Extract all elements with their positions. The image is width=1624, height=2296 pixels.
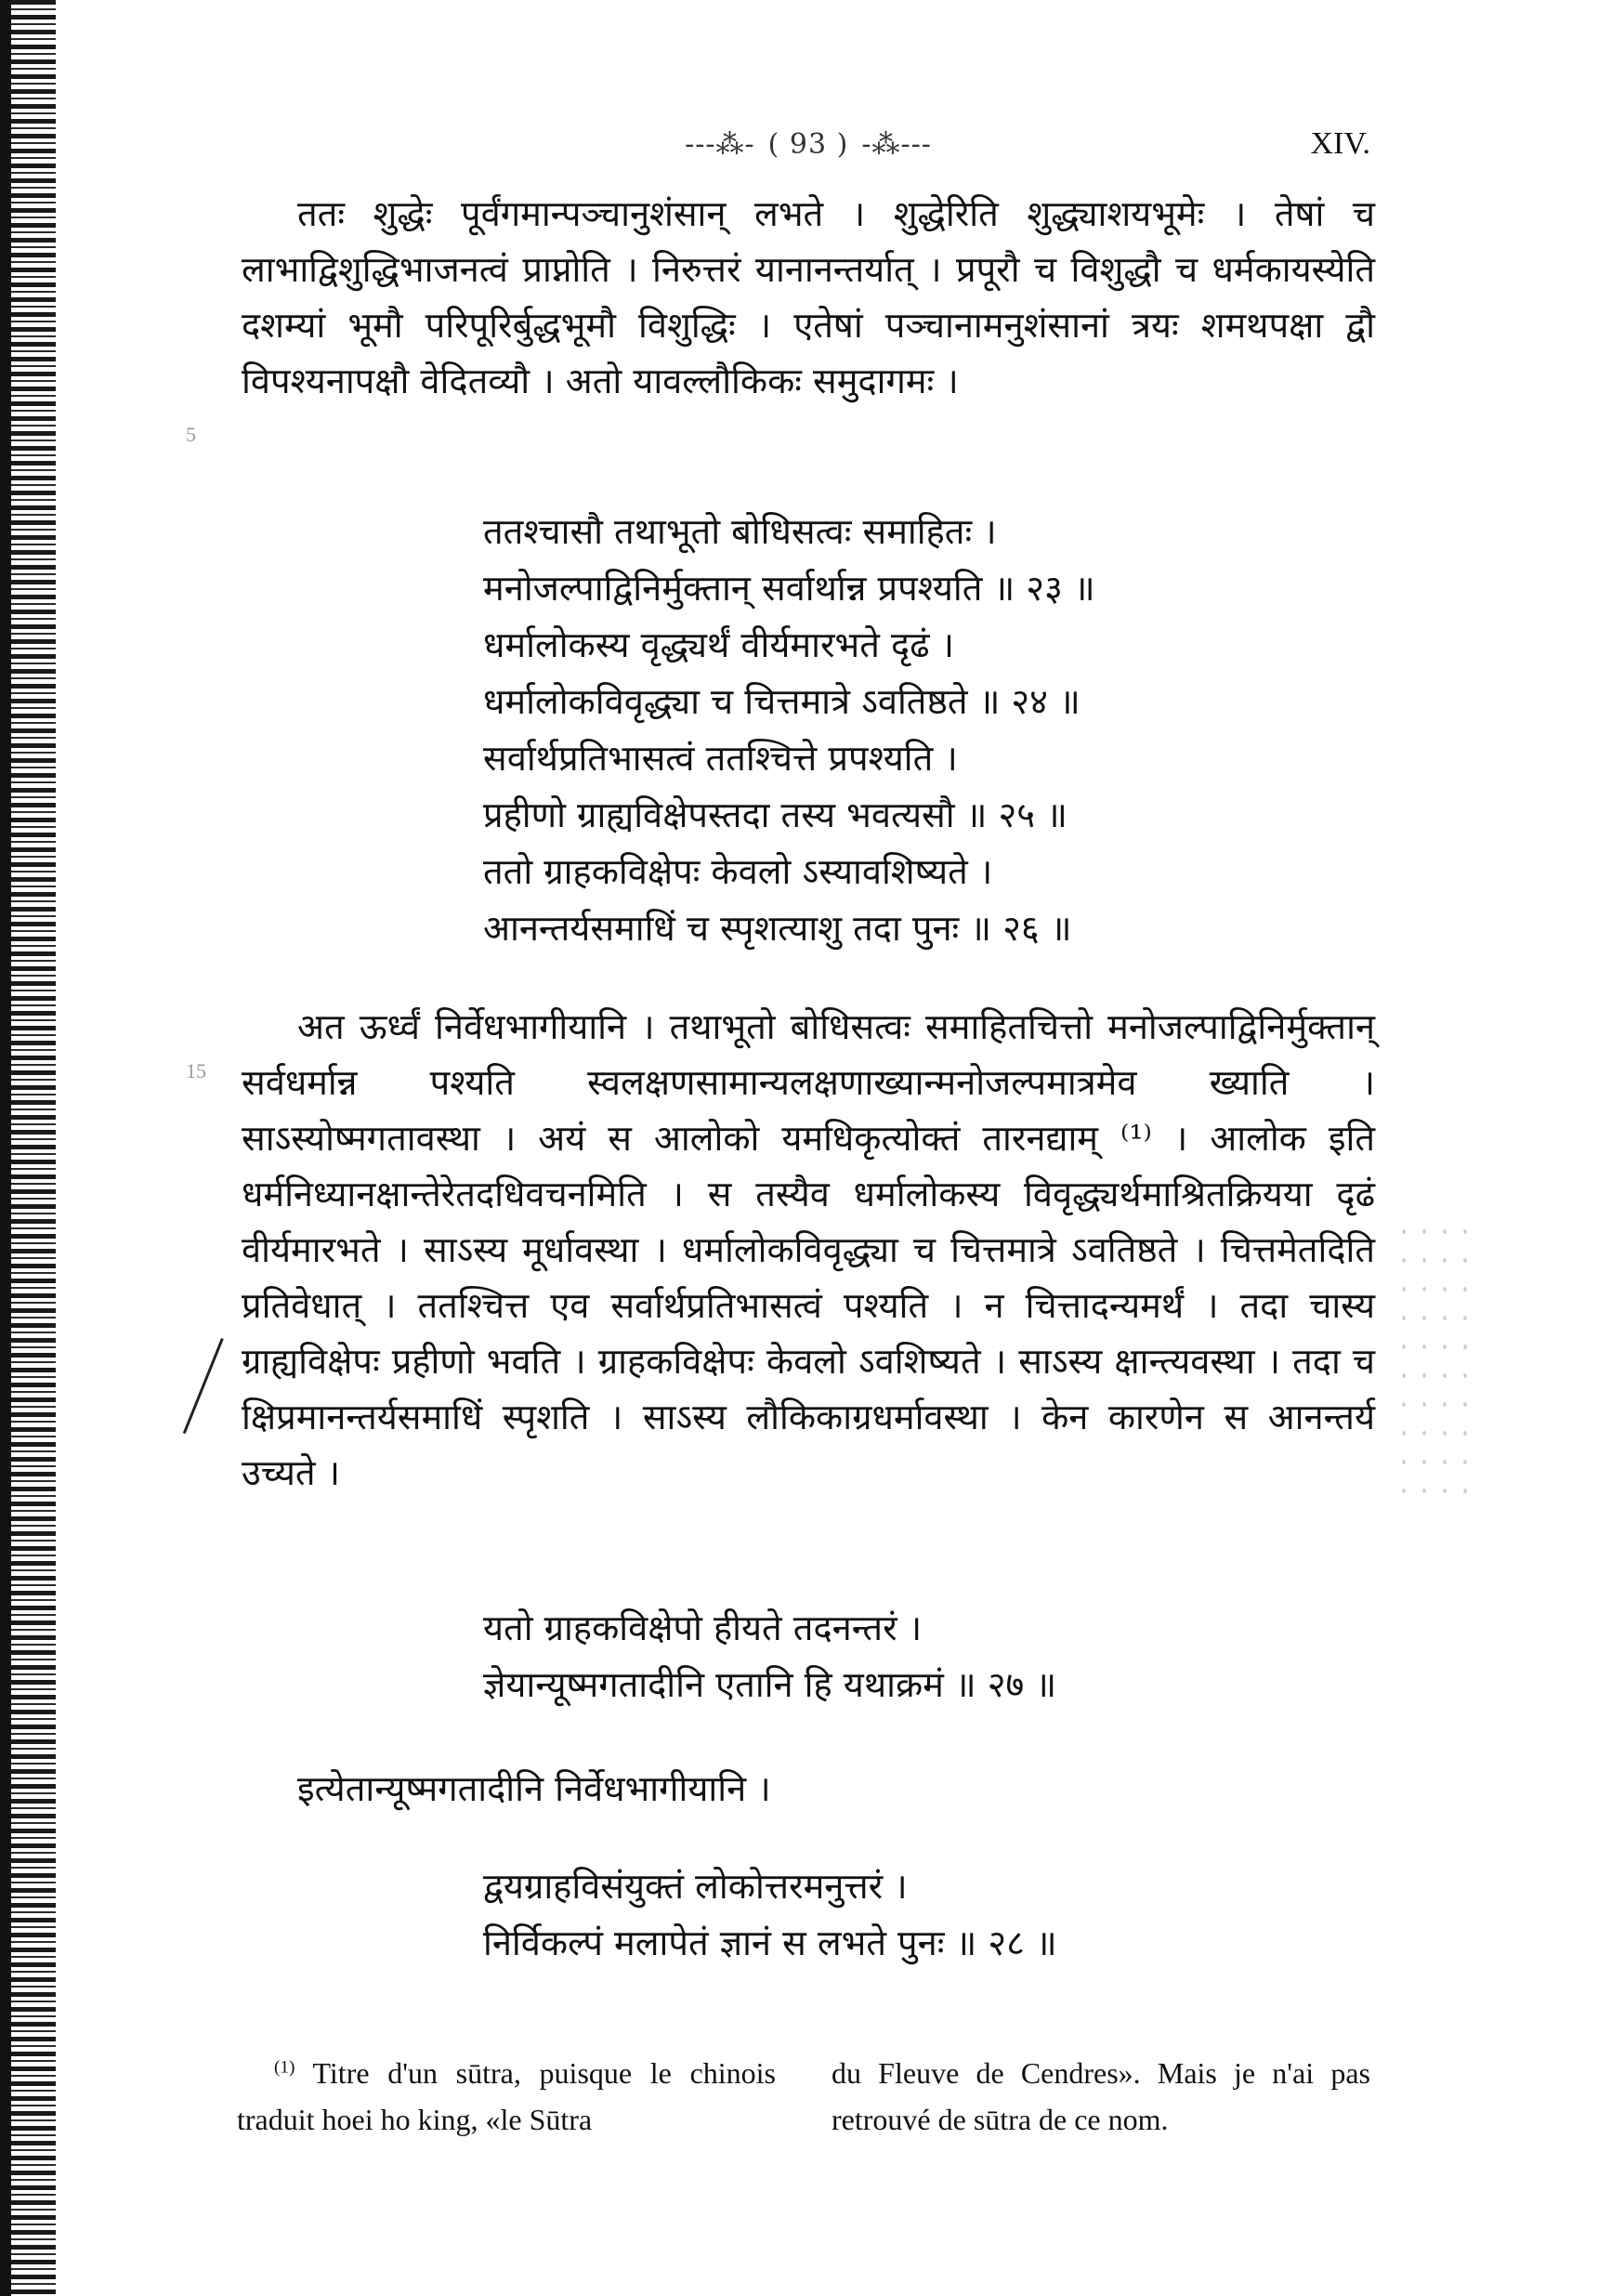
footnote-left-column bbox=[237, 2050, 776, 2143]
footnote-marker: (1) bbox=[274, 2057, 295, 2078]
verse-block-1 bbox=[483, 504, 1319, 957]
book-binding-edge bbox=[0, 0, 56, 2296]
pen-mark bbox=[183, 1338, 224, 1434]
verse-line: द्वयग्राहविसंयुक्तं लोकोत्तरमनुत्तरं । bbox=[483, 1866, 908, 1907]
paragraph-2: अत ऊर्ध्वं निर्वेधभागीयानि । तथाभूतो बोधिसत्वः समाहितचित्तो मनोजल्पाद्विनिर्मुक्तान् सर्वधर्मान्न पश्यति स्वलक्षणसामान्यलक्षणाख्यान्मनोजल्पमात्रमेव ख्याति । साऽस्योष्मगतावस्था । अयं स आलोको यमधिकृत्योक्तं तारनद्याम् ⁽¹⁾ । आलोक इति धर्मनिध्यानक्षान्तेरेतदधिवचनमिति । स तस्यैव धर्मालोकस्य विवृद्ध्यर्थमाश्रितक्रियया दृढं वीर्यमारभते । साऽस्य मूर्धावस्था । धर्मालोकविवृद्ध्या च चित्तमात्रे ऽवतिष्ठते । चित्तमेतदिति प्रतिवेधात् । ततश्चित्त एव सर्वार्थप्रतिभासत्वं पश्यति । न चित्तादन्यमर्थं । तदा चास्य ग्राह्यविक्षेपः प्रहीणो भवति । ग्राहकविक्षेपः केवलो ऽवशिष्यते । साऽस्य क्षान्त्यवस्था । तदा च क्षिप्रमानन्तर्यसमाधिं स्पृशति । साऽस्य लौकिकाग्रधर्मावस्था । केन कारणेन स आनन्तर्य उच्यते । bbox=[242, 1006, 1376, 1493]
verse-line: ज्ञेयान्यूष्मगतादीनि एतानि हि यथाक्रमं ॥ २७ ॥ bbox=[483, 1664, 1057, 1705]
verse-line: प्रहीणो ग्राह्यविक्षेपस्तदा तस्य भवत्यसौ ॥ २५ ॥ bbox=[483, 794, 1067, 835]
verse-line: निर्विकल्पं मलापेतं ज्ञानं स लभते पुनः ॥ २८ ॥ bbox=[483, 1922, 1057, 1963]
footnote-right-column bbox=[832, 2050, 1370, 2143]
verse-line: धर्मालोकस्य वृद्ध्यर्थं वीर्यमारभते दृढं । bbox=[483, 624, 955, 665]
margin-line-number: 15 bbox=[186, 1059, 206, 1082]
verse-block-3 bbox=[483, 1858, 1319, 1972]
margin-line-number: 5 bbox=[186, 423, 196, 446]
verse-line: धर्मालोकविवृद्ध्या च चित्तमात्रे ऽवतिष्ठते ॥ २४ ॥ bbox=[483, 681, 1080, 722]
footnote-text-left: Titre d'un sūtra, puisque le chinois traduit hoei ho king, «le Sūtra bbox=[237, 2056, 777, 2136]
ornament-left: ---⁂- bbox=[685, 128, 755, 161]
verse-line: यतो ग्राहकविक्षेपो हीयते तदनन्तरं । bbox=[483, 1607, 923, 1648]
verse-line: सर्वार्थप्रतिभासत्वं ततश्चित्ते प्रपश्यति । bbox=[483, 738, 958, 779]
verse-line: ततश्चासौ तथाभूतो बोधिसत्वः समाहितः । bbox=[483, 511, 997, 552]
footnote-text-right: du Fleuve de Cendres». Mais je n'ai pas retrouvé de sūtra de ce nom. bbox=[832, 2056, 1370, 2136]
verse-line: आनन्तर्यसमाधिं च स्पृशत्याशु तदा पुनः ॥ २६ ॥ bbox=[483, 908, 1072, 949]
page-number: ( 93 ) bbox=[767, 128, 849, 161]
ornament-right: -⁂--- bbox=[861, 128, 932, 161]
verse-line: मनोजल्पाद्विनिर्मुक्तान् सर्वार्थान्न प्रपश्यति ॥ २३ ॥ bbox=[483, 568, 1095, 609]
section-number: XIV. bbox=[1310, 126, 1370, 161]
page-number-header bbox=[669, 128, 948, 161]
paper-specks bbox=[1394, 1217, 1477, 1496]
verse-block-2 bbox=[483, 1600, 1319, 1713]
paragraph-3: इत्येतान्यूष्मगतादीनि निर्वेधभागीयानि । bbox=[297, 1768, 771, 1809]
verse-line: ततो ग्राहकविक्षेपः केवलो ऽस्यावशिष्यते । bbox=[483, 851, 993, 892]
paragraph-1: ततः शुद्धेः पूर्वंगमान्पञ्चानुशंसान् लभते । शुद्धेरिति शुद्ध्याशयभूमेः । तेषां च लाभाद्विशुद्धिभाजनत्वं प्राप्नोति । निरुत्तरं यानानन्तर्यात् । प्रपूरौ च विशुद्धौ च धर्मकायस्येति दशम्यां भूमौ परिपूरिर्बुद्धभूमौ विशुद्धिः । एतेषां पञ्चानामनुशंसानां त्रयः शमथपक्षा द्वौ विपश्यनापक्षौ वेदितव्यौ । अतो यावल्लौकिकः समुदागमः । bbox=[242, 193, 1375, 401]
